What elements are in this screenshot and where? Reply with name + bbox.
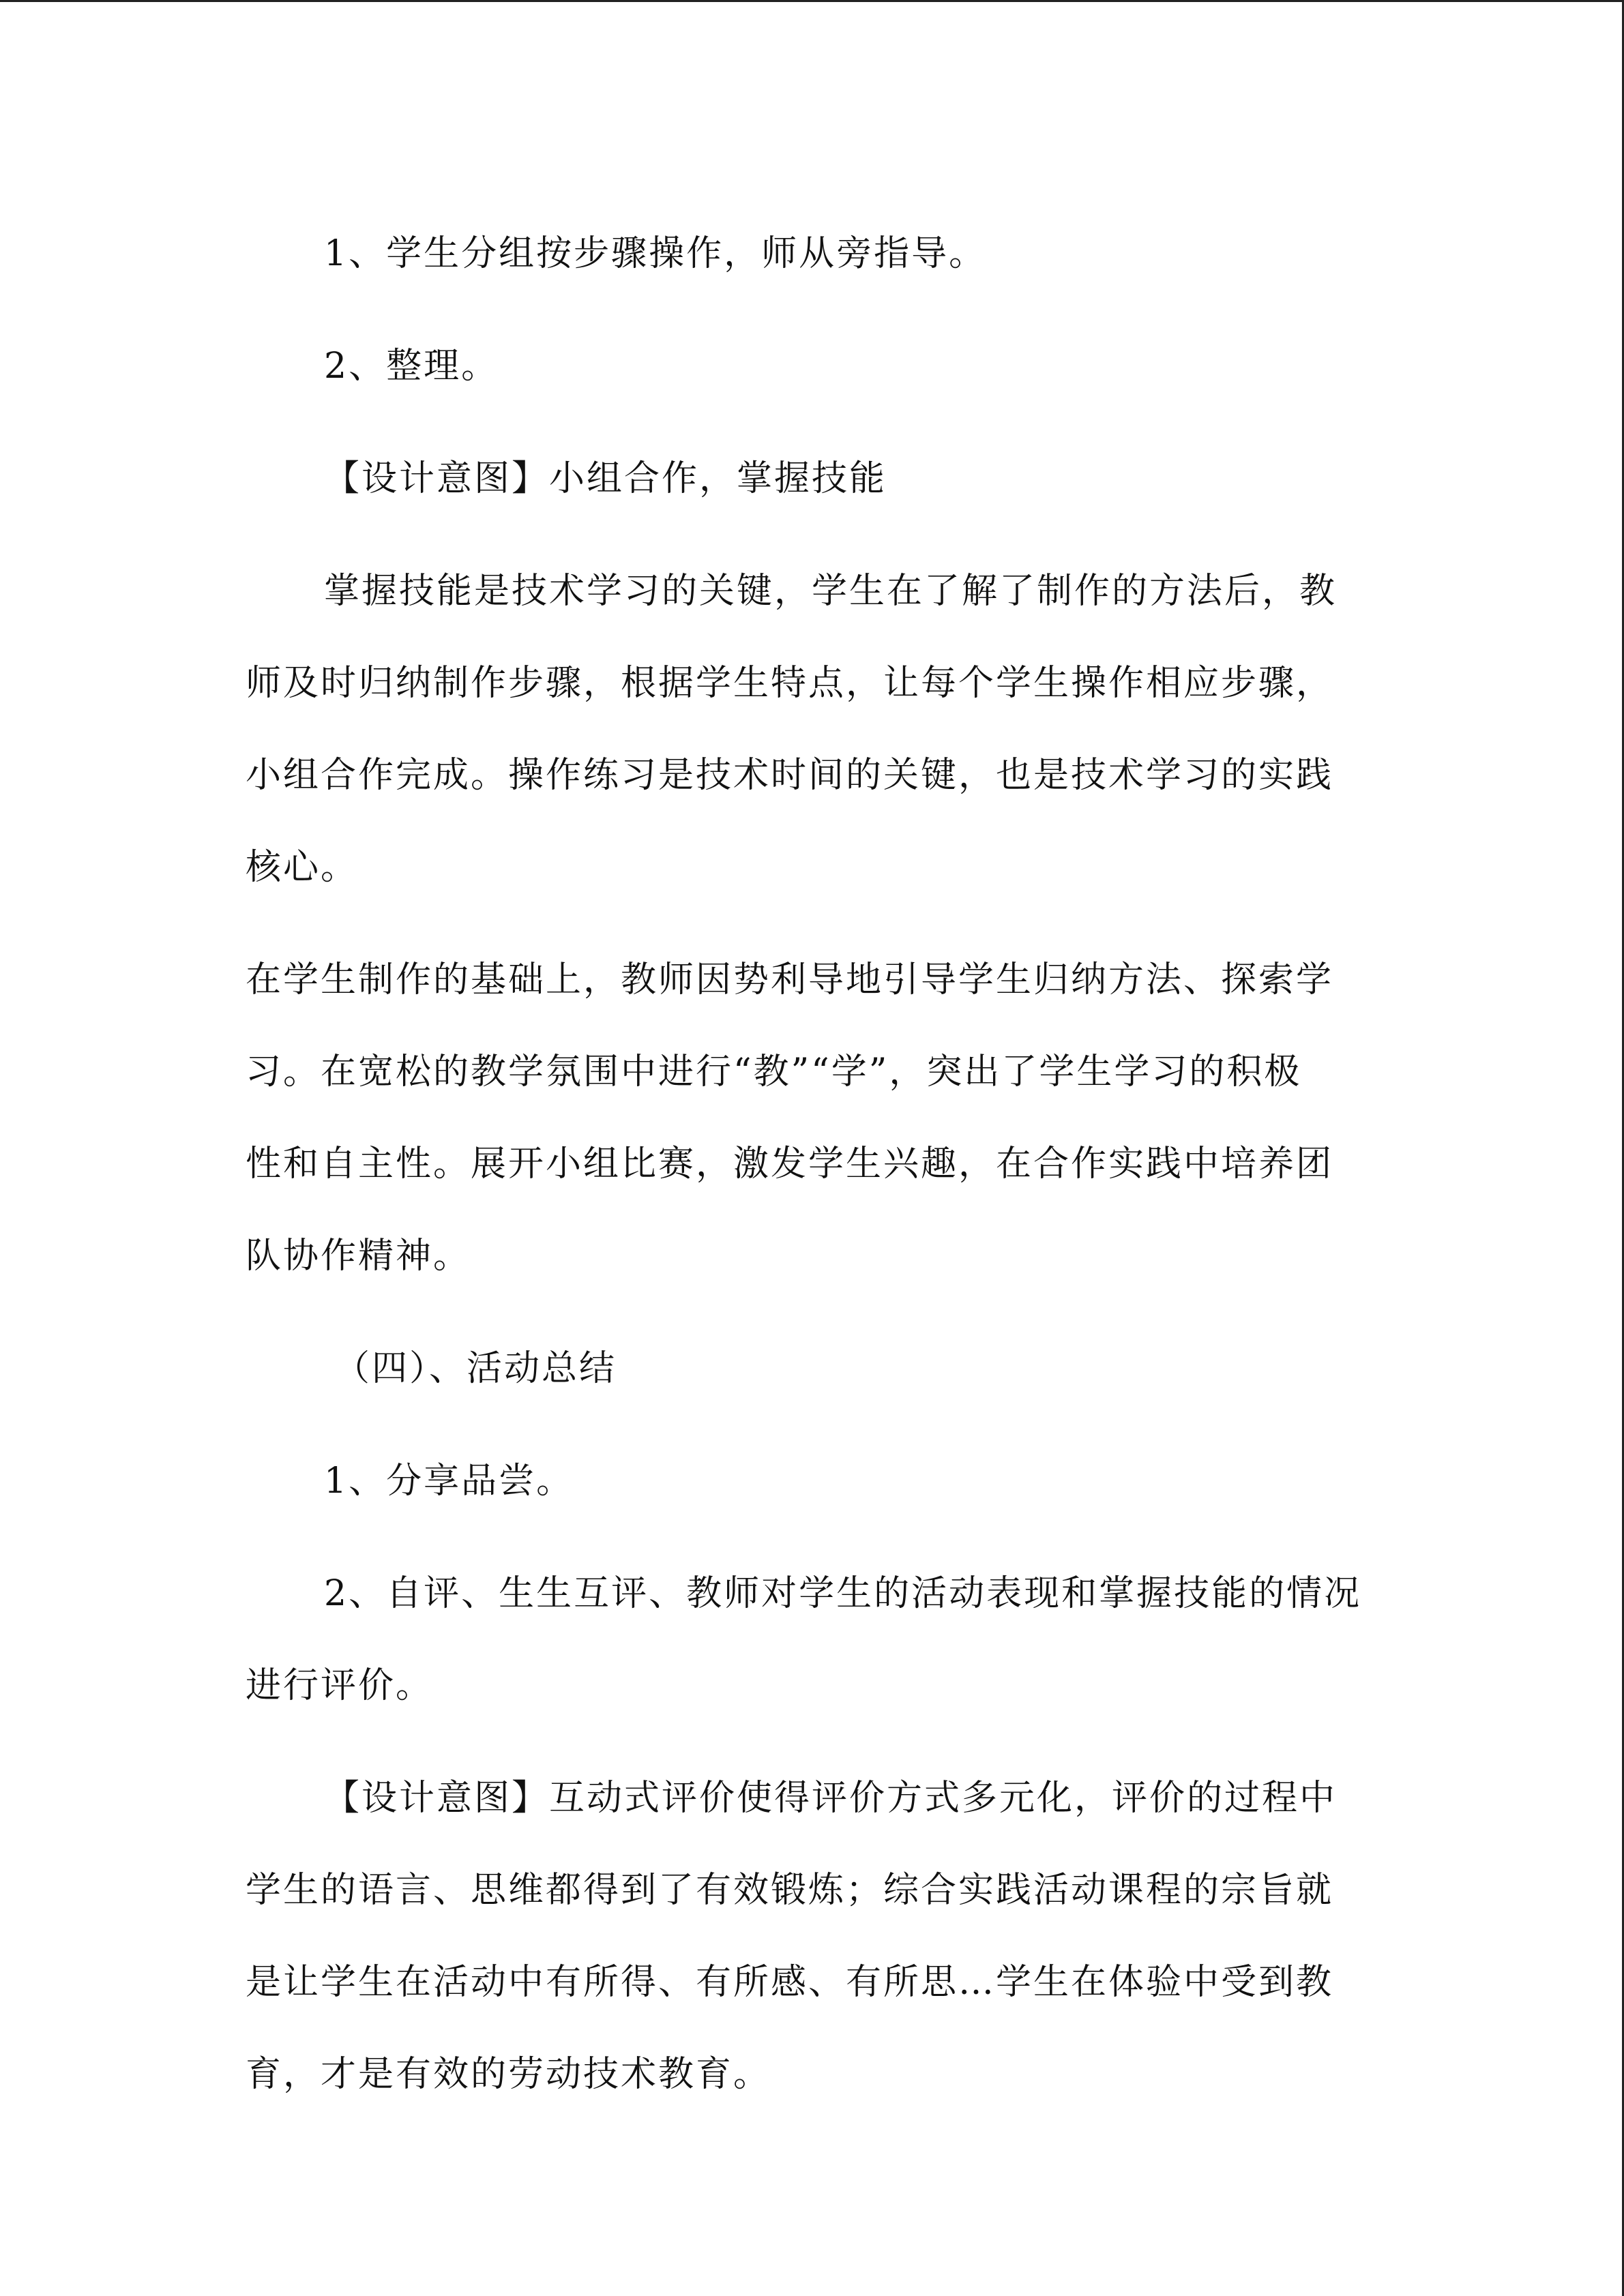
paragraph-line: 育，才是有效的劳动技术教育。 [246, 2054, 771, 2095]
paragraph-line: 在学生制作的基础上，教师因势利导地引导学生归纳方法、探索学 [246, 959, 1334, 1000]
page-top-border [0, 0, 1624, 2]
paragraph-line: 掌握技能是技术学习的关键，学生在了解了制作的方法后，教 [324, 571, 1338, 612]
teaching-paragraph [246, 934, 1378, 1302]
step-1-line: 1、学生分组按步骤操作，师从旁指导。 [324, 233, 987, 274]
paragraph-gap [246, 1415, 1378, 1435]
paragraph-line: 习。在宽松的教学氛围中进行“教”“学”，突出了学生学习的积极 [246, 1052, 1302, 1092]
document-body [246, 208, 1378, 2121]
skills-paragraph [246, 546, 1378, 914]
paragraph-line: 进行评价。 [246, 1665, 434, 1706]
paragraph-gap [246, 525, 1378, 546]
paragraph-gap [246, 300, 1378, 320]
paragraph-gap [246, 413, 1378, 433]
paragraph-line: 2、自评、生生互评、教师对学生的活动表现和掌握技能的情况 [324, 1573, 1362, 1614]
paragraph-gap [246, 1302, 1378, 1323]
design-intent-paragraph-2 [246, 1753, 1378, 2121]
paragraph-line: 师及时归纳制作步骤，根据学生特点，让每个学生操作相应步骤， [246, 663, 1334, 704]
paragraph-line: 是让学生在活动中有所得、有所感、有所思…学生在体验中受到教 [246, 1962, 1334, 2003]
evaluation-paragraph [246, 1548, 1378, 1732]
step-2-line: 2、整理。 [324, 346, 499, 387]
paragraph-gap [246, 1527, 1378, 1548]
paragraph-line: 小组合作完成。操作练习是技术时间的关键，也是技术学习的实践 [246, 755, 1334, 796]
paragraph-line: 【设计意图】互动式评价使得评价方式多元化，评价的过程中 [324, 1778, 1338, 1819]
paragraph-line: 性和自主性。展开小组比赛，激发学生兴趣，在合作实践中培养团 [246, 1144, 1334, 1184]
paragraph-line: 队协作精神。 [246, 1236, 471, 1277]
design-intent-heading-1: 【设计意图】小组合作，掌握技能 [324, 458, 887, 499]
summary-step-1: 1、分享品尝。 [324, 1461, 574, 1502]
section-heading-activity-summary: （四）、活动总结 [334, 1348, 617, 1389]
paragraph-line: 学生的语言、思维都得到了有效锻炼；综合实践活动课程的宗旨就 [246, 1870, 1334, 1911]
paragraph-gap [246, 914, 1378, 934]
paragraph-line: 核心。 [246, 847, 359, 888]
paragraph-gap [246, 1732, 1378, 1753]
